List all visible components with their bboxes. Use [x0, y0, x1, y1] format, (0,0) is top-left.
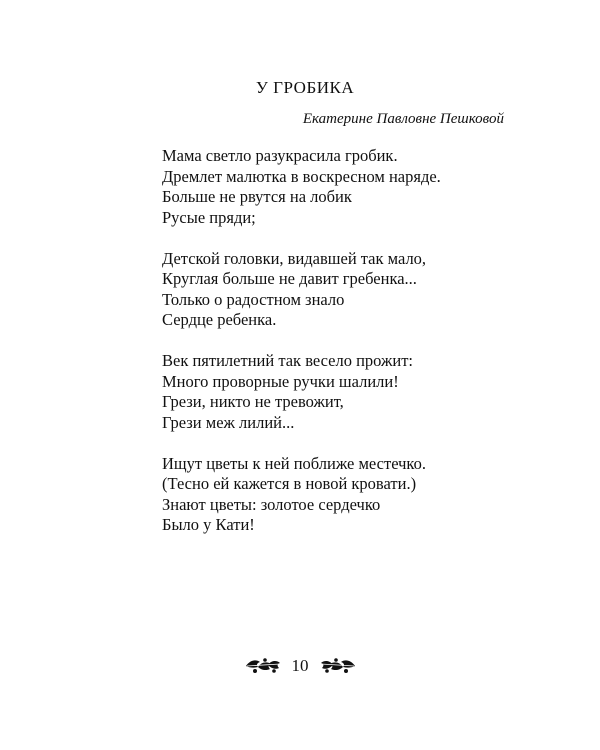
poem-line: Грези меж лилий... — [162, 412, 295, 432]
poem-body — [162, 146, 441, 556]
poem-line: Знают цветы: золотое сердечко — [162, 494, 381, 514]
poem-line: Только о радостном знало — [162, 289, 345, 309]
page-number: 10 — [291, 656, 309, 675]
poem-line: Было у Кати! — [162, 515, 255, 534]
page-footer — [0, 651, 600, 681]
poem-line: Много проворные ручки шалили! — [162, 371, 399, 391]
holly-leaf-ornament-icon — [244, 656, 282, 676]
poem-line: Век пятилетний так весело прожит: — [162, 351, 414, 370]
poem-line: Грези, никто не тревожит, — [162, 392, 344, 411]
stanza — [162, 454, 441, 536]
stanza — [162, 249, 441, 331]
poem-line: Сердце ребенка. — [162, 310, 277, 329]
poem-line: Детской головки, видавшей так мало, — [162, 248, 427, 268]
poem-line: Ищут цветы к ней поближе местечко. — [162, 453, 426, 473]
poem-line: (Тесно ей кажется в новой кровати.) — [162, 474, 417, 493]
poem-dedication: Екатерине Павловне Пешковой — [302, 111, 504, 127]
poem-line: Круглая больше не давит гребенка... — [162, 269, 417, 288]
stanza — [162, 146, 441, 228]
holly-leaf-ornament-icon — [319, 656, 357, 676]
stanza — [162, 351, 441, 433]
poem-title: У ГРОБИКА — [255, 78, 355, 97]
poem-line: Русые пряди; — [162, 207, 256, 227]
poem-line: Больше не рвутся на лобик — [162, 187, 352, 206]
poem-line: Мама светло разукрасила гробик. — [162, 146, 398, 165]
poem-line: Дремлет малютка в воскресном наряде. — [162, 166, 441, 186]
